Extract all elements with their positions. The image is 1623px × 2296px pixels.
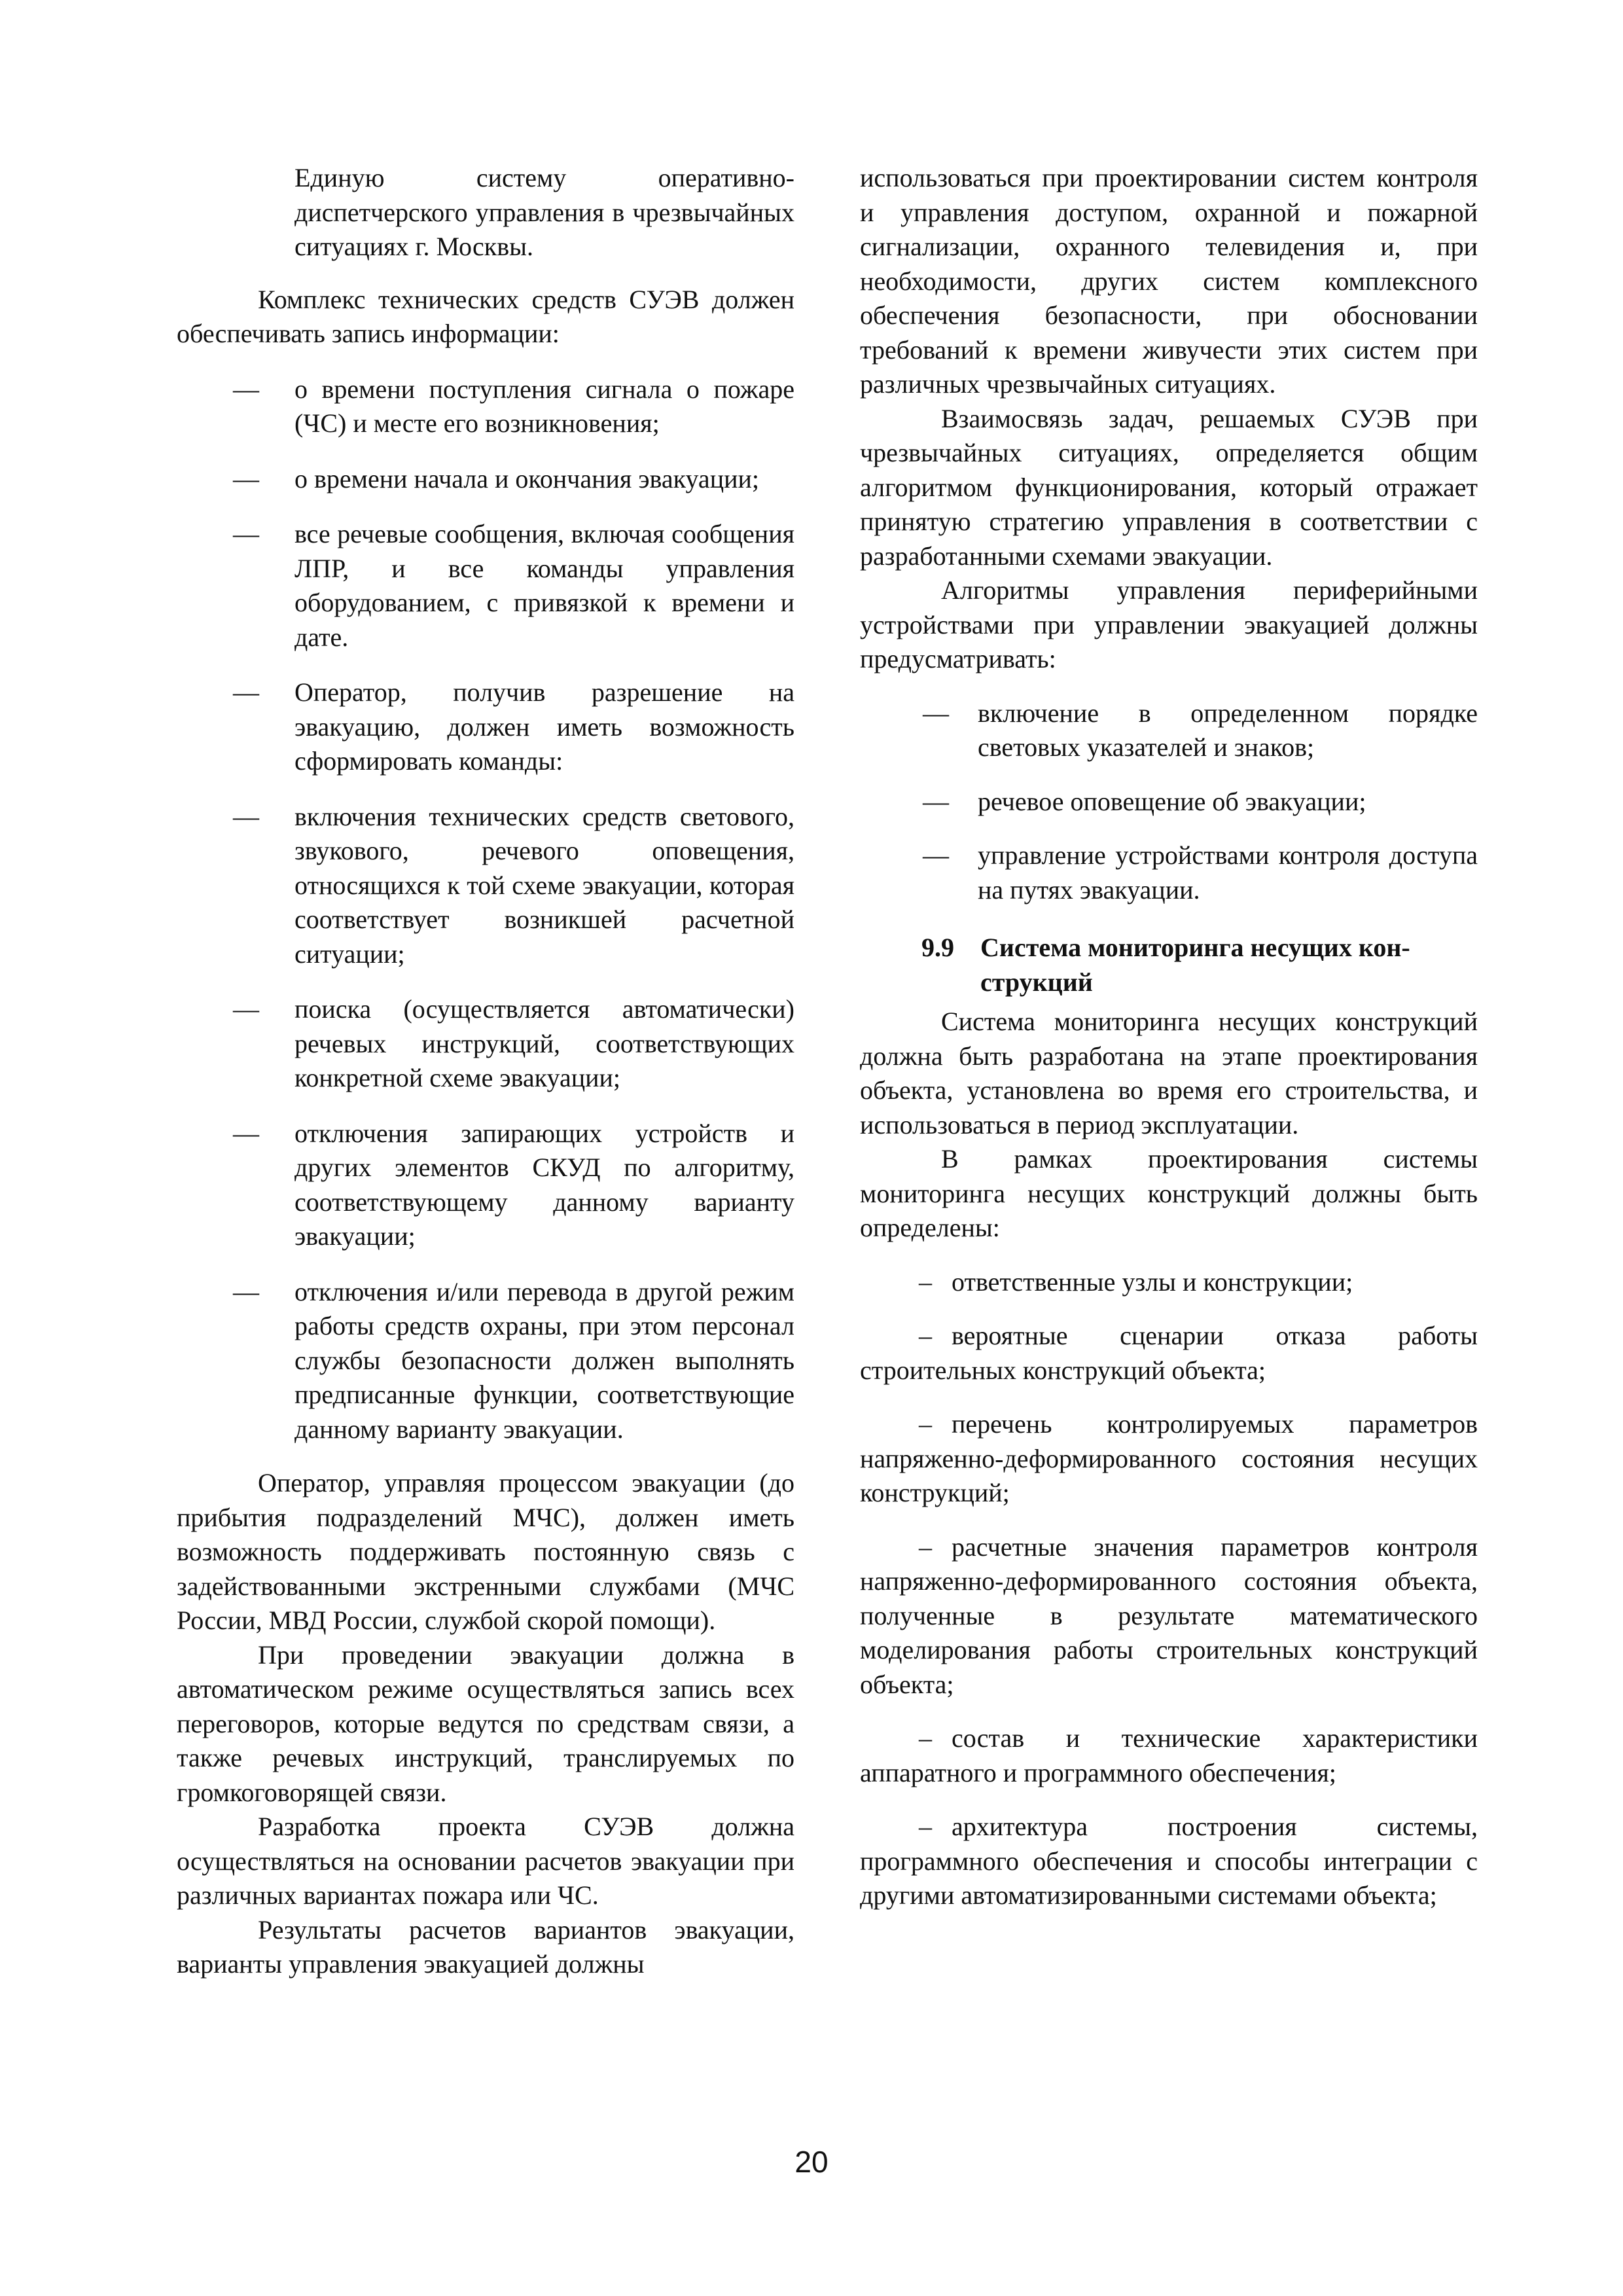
list-item: — о времени поступления сигнала о пожаре (ЧС) и месте его возникновения; [177, 372, 794, 441]
frame-paragraph: В рамках проектирования системы мониторинга несущих конструкций должны быть определены: [860, 1144, 1478, 1242]
auto-record-paragraph: При проведении эвакуации должна в автоматическом режиме осуществляться запись всех переговоров, которые ведутся по средствам связи, а также речевых инструкций, транслируемых по громкоговорящей связи. [177, 1640, 794, 1807]
dash-marker: — [233, 374, 259, 404]
dash-marker: — [233, 463, 259, 493]
list-item: — поиска (осуществляется автоматически) речевых инструкций, соответствующих конкретной схеме эвакуации; [177, 992, 794, 1096]
section-number: 9.9 [921, 933, 954, 962]
complex-paragraph: Комплекс технических средств СУЭВ должен обеспечивать запись информации: [177, 284, 794, 348]
dash-marker: — [233, 677, 259, 707]
dash-marker: — [923, 698, 949, 728]
algorithms-paragraph: Алгоритмы управления периферийными устройствами при управлении эвакуацией должны предусматривать: [860, 575, 1478, 673]
monitoring-list [860, 1265, 1478, 1913]
dash-marker: – [919, 1321, 932, 1350]
list-item: – состав и технические характеристики аппаратного и программного обеспечения; [860, 1721, 1478, 1790]
list-item: — включение в определенном порядке световых указателей и знаков; [860, 696, 1478, 765]
dash-marker: – [919, 1266, 932, 1297]
list-item: – ответственные узлы и конструкции; [860, 1265, 1478, 1300]
list-item: — Оператор, получив разрешение на эвакуацию, должен иметь возможность сформировать команды: [177, 675, 794, 779]
list-item: – архитектура построения системы, программного обеспечения и способы интеграции с другими автоматизированными системами объекта; [860, 1810, 1478, 1913]
list-item: – расчетные значения параметров контроля напряженно-деформированного состояния объекта, полученные в результате математического моделирования работы строительных конструкций объекта; [860, 1530, 1478, 1702]
right-column [860, 161, 1478, 1913]
list-item: — управление устройствами контроля доступа на путях эвакуации. [860, 838, 1478, 907]
dash-marker: — [923, 786, 949, 816]
section-heading [860, 931, 1478, 999]
dash-marker: – [919, 1532, 932, 1562]
project-paragraph: Разработка проекта СУЭВ должна осуществляться на основании расчетов эвакуации при различных вариантах пожара или ЧС. [177, 1812, 794, 1910]
dash-marker: — [233, 1118, 259, 1148]
list-item: — все речевые сообщения, включая сообщения ЛПР, и все команды управления оборудованием, с привязкой к времени и дате. [177, 517, 794, 655]
list-item: — отключения и/или перевода в другой режим работы средств охраны, при этом персонал службы безопасности должен выполнять предписанные функции, соответствующие данному варианту эвакуации. [177, 1275, 794, 1447]
dash-marker: — [233, 1276, 259, 1306]
system-paragraph: Система мониторинга несущих конструкций должна быть разработана на этапе проектирования объекта, установлена во время его строительства, и использоваться в период эксплуатации. [860, 1007, 1478, 1139]
dash-marker: – [919, 1812, 932, 1841]
recording-list [177, 372, 794, 1447]
dash-marker: — [923, 840, 949, 870]
list-item: — отключения запирающих устройств и других элементов СКУД по алгоритму, соответствующему данному варианту эвакуации; [177, 1117, 794, 1254]
list-item: — включения технических средств светового, звукового, речевого оповещения, относящихся к той схеме эвакуации, которая соответствует возникшей расчетной ситуации; [177, 800, 794, 972]
operator-paragraph: Оператор, управляя процессом эвакуации (до прибытия подразделений МЧС), должен иметь возможность поддерживать постоянную связь с задействованными экстренными службами (МЧС России, МВД России, службой скорой помощи). [177, 1468, 794, 1635]
section-title-line2: струкций [980, 967, 1093, 997]
results-paragraph: Результаты расчетов вариантов эвакуации, варианты управления эвакуацией должны [177, 1914, 794, 1979]
algorithms-list [860, 696, 1478, 908]
list-item: — о времени начала и окончания эвакуации; [177, 462, 794, 497]
dash-marker: – [919, 1409, 932, 1439]
list-item: – вероятные сценарии отказа работы строительных конструкций объекта; [860, 1319, 1478, 1388]
intro-paragraph: Единую систему оперативно-диспетчерского управления в чрезвычайных ситуациях г. Москвы. [294, 163, 794, 261]
continuation-paragraph: использоваться при проектировании систем контроля и управления доступом, охранной и пожарной сигнализации, охранного телевидения и, при необходимости, других систем комплексного обеспечения безопасности, при обосновании требований к времени живучести этих систем при различных чрезвычайных ситуациях. [860, 163, 1478, 399]
list-item: — речевое оповещение об эвакуации; [860, 785, 1478, 819]
dash-marker: — [233, 519, 259, 548]
page-number: 20 [794, 2145, 829, 2179]
dash-marker: – [919, 1723, 932, 1753]
left-column [177, 161, 794, 1982]
section-title-line1: Система мониторинга несущих кон- [980, 933, 1410, 962]
dash-marker: — [233, 994, 259, 1024]
list-item: – перечень контролируемых параметров напряженно-деформированного состояния несущих конструкций; [860, 1407, 1478, 1511]
dash-marker: — [233, 801, 259, 831]
relation-paragraph: Взаимосвязь задач, решаемых СУЭВ при чрезвычайных ситуациях, определяется общим алгоритмом функционирования, который отражает принятую стратегию управления в соответствии с разработанными схемами эвакуации. [860, 403, 1478, 571]
